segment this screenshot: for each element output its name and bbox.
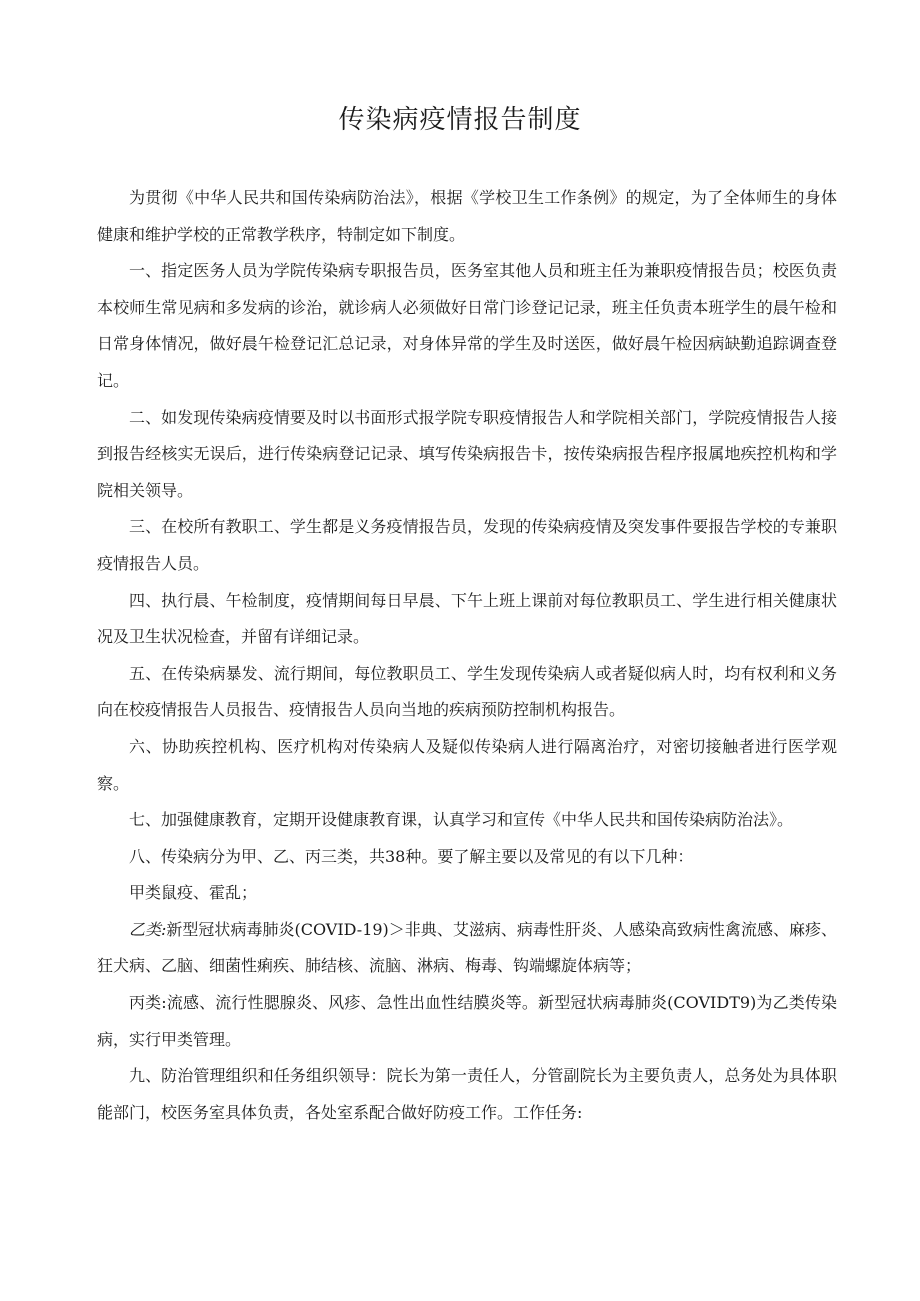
paragraph-6: 六、协助疾控机构、医疗机构对传染病人及疑似传染病人进行隔离治疗，对密切接触者进行医学观察。: [97, 736, 837, 793]
document-body: [97, 180, 837, 1131]
paragraph-7: 七、加强健康教育，定期开设健康教育课，认真学习和宣传《中华人民共和国传染病防治法》。: [129, 810, 794, 830]
paragraph-intro: 为贯彻《中华人民共和国传染病防治法》，根据《学校卫生工作条例》的规定，为了全体师生的身体健康和维护学校的正常教学秩序，特制定如下制度。: [97, 188, 837, 244]
paragraph-4: 四、执行晨、午检制度，疫情期间每日早晨、下午上班上课前对每位教职员工、学生进行相关健康状况及卫生状况检查，并留有详细记录。: [97, 590, 837, 647]
paragraph-class-a: 甲类鼠疫、霍乱；: [129, 883, 258, 903]
page-title: 传染病疫情报告制度: [338, 105, 582, 135]
paragraph-2: 二、如发现传染病疫情要及时以书面形式报学院专职疫情报告人和学院相关部门，学院疫情报告人接到报告经核实无误后，进行传染病登记记录、填写传染病报告卡，按传染病报告程序报属地疾控机构和学院相关领导。: [97, 407, 837, 500]
class-b-text: 新型冠状病毒肺炎(COVID-19)＞非典、艾滋病、病毒性肝炎、人感染高致病性禽流感、麻疹、狂犬病、乙脑、细菌性痢疾、肺结核、流脑、淋病、梅毒、钩端螺旋体病等；: [97, 919, 837, 976]
class-b-label: 乙类:: [129, 919, 167, 939]
paragraph-3: 三、在校所有教职工、学生都是义务疫情报告员，发现的传染病疫情及突发事件要报告学校的专兼职疫情报告人员。: [97, 517, 837, 573]
paragraph-5: 五、在传染病暴发、流行期间，每位教职员工、学生发现传染病人或者疑似病人时，均有权利和义务向在校疫情报告人员报告、疫情报告人员向当地的疾病预防控制机构报告。: [97, 663, 837, 720]
paragraph-9: 九、防治管理组织和任务组织领导：院长为第一责任人，分管副院长为主要负责人，总务处为具体职能部门，校医务室具体负责，各处室系配合做好防疫工作。工作任务:: [97, 1066, 837, 1122]
paragraph-8: 八、传染病分为甲、乙、丙三类，共38种。要了解主要以及常见的有以下几种：: [129, 846, 694, 866]
paragraph-1: 一、指定医务人员为学院传染病专职报告员，医务室其他人员和班主任为兼职疫情报告员；校医负责本校师生常见病和多发病的诊治，就诊病人必须做好日常门诊登记记录，班主任负责本班学生的晨午检和日常身体情况，做好晨午检登记汇总记录，对身体异常的学生及时送医，做好晨午检因病缺勤追踪调查登记。: [97, 261, 837, 390]
paragraph-class-c: 丙类:流感、流行性腮腺炎、风疹、急性出血性结膜炎等。新型冠状病毒肺炎(COVIDT9)为乙类传染病，实行甲类管理。: [97, 993, 837, 1049]
paragraph-class-b: [97, 912, 837, 985]
